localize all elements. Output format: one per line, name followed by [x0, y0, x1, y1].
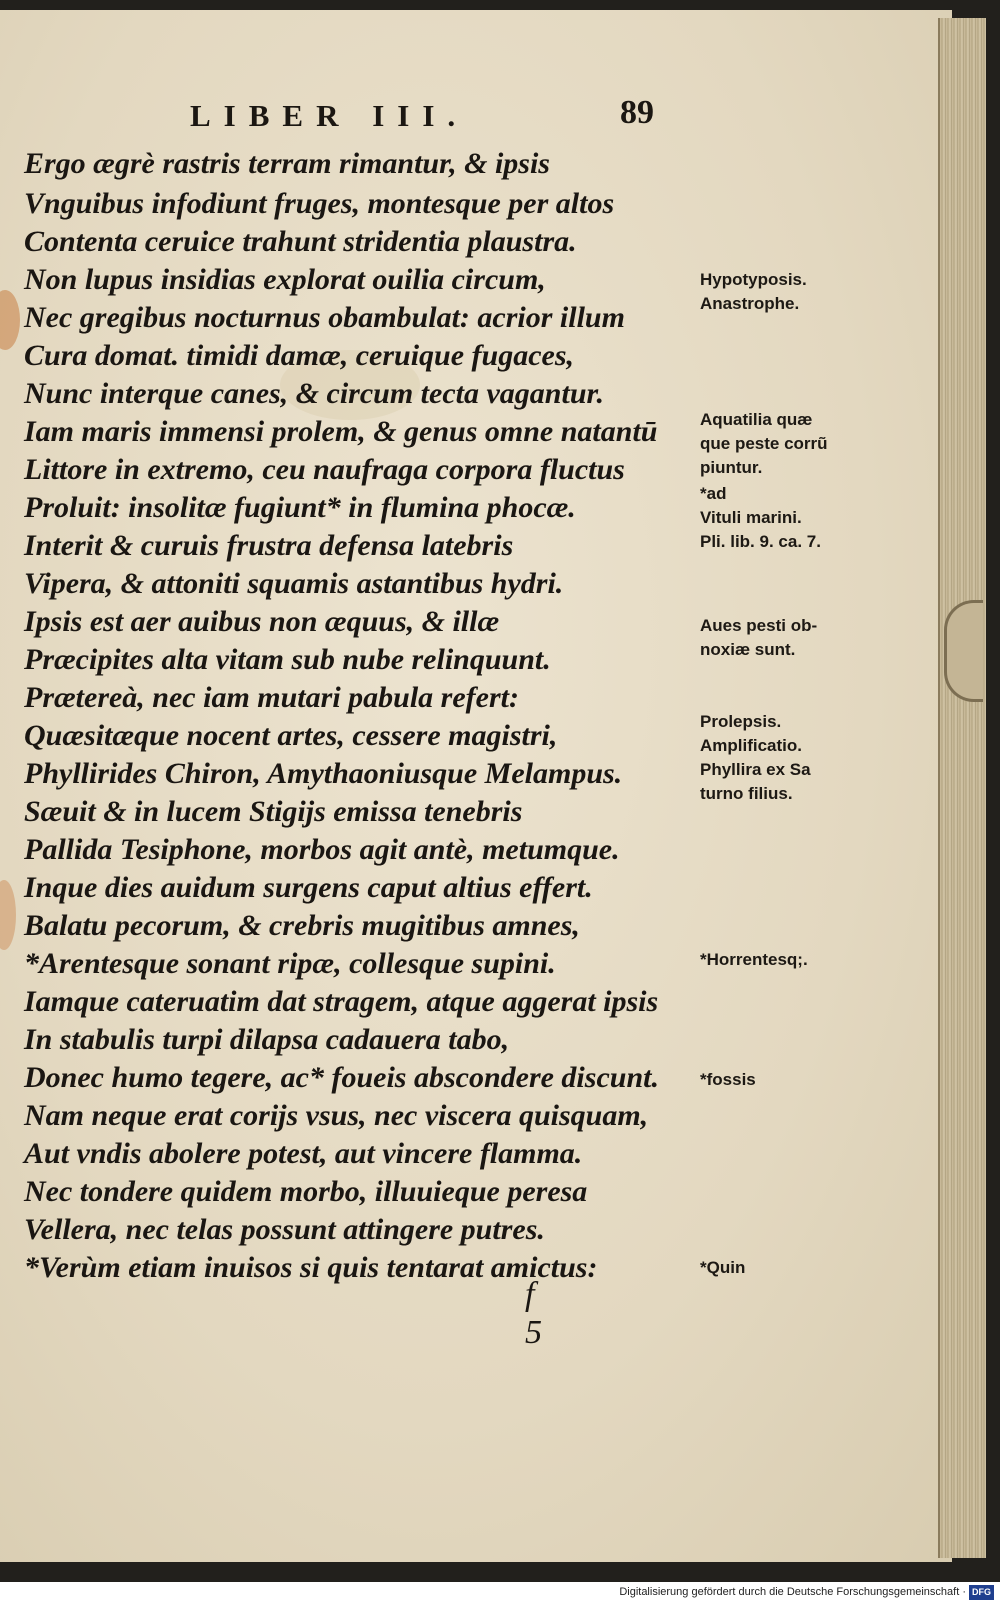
dfg-logo: DFG	[969, 1585, 994, 1600]
verse-line: Iam maris immensi prolem, & genus omne natantū	[24, 415, 658, 448]
verse-line: Sæuit & in lucem Stigijs emissa tenebris	[24, 795, 523, 828]
verse-line: Cura domat. timidi damæ, ceruique fugaces,	[24, 339, 575, 372]
footer-bar	[0, 1582, 1000, 1605]
verse-line: Littore in extremo, ceu naufraga corpora fluctus	[24, 453, 625, 486]
verse-line: Prætereà, nec iam mutari pabula refert:	[24, 681, 519, 714]
page-stain	[0, 290, 20, 350]
verse-line: Donec humo tegere, ac* foueis abscondere discunt.	[24, 1061, 659, 1094]
verse-line: Aut vndis abolere potest, aut vincere flamma.	[24, 1137, 583, 1170]
verse-line: *Verùm etiam inuisos si quis tentarat amictus:	[24, 1251, 598, 1284]
verse-line: Pallida Tesiphone, morbos agit antè, metumque.	[24, 833, 620, 866]
running-head	[180, 94, 700, 138]
book-title: LIBER III.	[190, 98, 469, 133]
verse-line: Balatu pecorum, & crebris mugitibus amnes,	[24, 909, 580, 942]
verse-line: Quæsitæque nocent artes, cessere magistri,	[24, 719, 558, 752]
margin-note: *Horrentesq;.	[700, 950, 808, 969]
page-edges	[938, 18, 986, 1558]
verse-line: In stabulis turpi dilapsa cadauera tabo,	[24, 1023, 510, 1056]
verse-line: *Arentesque sonant ripæ, collesque supini.	[24, 947, 556, 980]
margin-note: *fossis	[700, 1070, 756, 1089]
verse-line: Nec tondere quidem morbo, illuuieque peresa	[24, 1175, 588, 1208]
verse-line: Iamque cateruatim dat stragem, atque aggerat ipsis	[24, 985, 659, 1018]
verse-line: Phyllirides Chiron, Amythaoniusque Melampus.	[24, 757, 623, 790]
page-number: 89	[620, 94, 654, 131]
margin-note: Hypotyposis. Anastrophe.	[700, 270, 807, 313]
margin-note: *ad Vituli marini. Pli. lib. 9. ca. 7.	[700, 484, 821, 551]
margin-note: *Quin	[700, 1258, 746, 1277]
verse-line: Ergo ægrè rastris terram rimantur, & ipsis	[24, 147, 550, 180]
verse-line: Ipsis est aer auibus non æquus, & illæ	[24, 605, 500, 638]
verse-line: Vipera, & attoniti squamis astantibus hydri.	[24, 567, 564, 600]
verse-line: Interit & curuis frustra defensa latebris	[24, 529, 514, 562]
funding-credit: Digitalisierung gefördert durch die Deutsche Forschungsgemeinschaft ·	[619, 1586, 966, 1598]
verse-line: Vellera, nec telas possunt attingere putres.	[24, 1213, 545, 1246]
page-stain	[0, 880, 16, 950]
verse-line: Præcipites alta vitam sub nube relinquunt.	[24, 643, 551, 676]
margin-note: Aquatilia quæ que peste corrũ piuntur.	[700, 410, 828, 477]
verse-line: Inque dies auidum surgens caput altius effert.	[24, 871, 593, 904]
margin-note: Aues pesti ob- noxiæ sunt.	[700, 616, 818, 659]
verse-line: Proluit: insolitæ fugiunt* in flumina phocæ.	[24, 491, 576, 524]
bookmark-clip	[944, 600, 983, 702]
signature-mark: f 5	[525, 1276, 564, 1351]
verse-line: Nec gregibus nocturnus obambulat: acrior illum	[24, 301, 625, 334]
verse-line: Nunc interque canes, & circum tecta vagantur.	[24, 377, 605, 410]
verse-line: Vnguibus infodiunt fruges, montesque per altos	[24, 187, 615, 220]
verse-line: Non lupus insidias explorat ouilia circum,	[24, 263, 546, 296]
margin-note: Prolepsis. Amplificatio. Phyllira ex Sa turno filius.	[700, 712, 811, 803]
verse-line: Contenta ceruice trahunt stridentia plaustra.	[24, 225, 577, 258]
verse-line: Nam neque erat corijs vsus, nec viscera quisquam,	[24, 1099, 649, 1132]
